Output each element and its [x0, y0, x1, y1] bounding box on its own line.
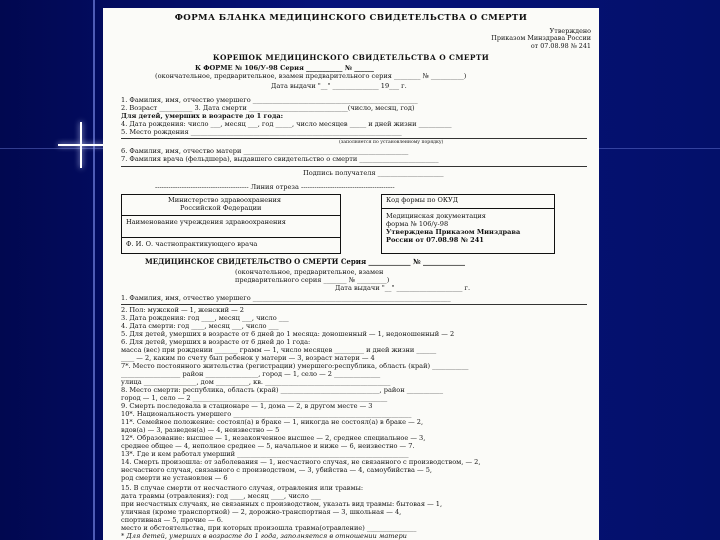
- stub-form-line: К ФОРМЕ № 106/У-98 Серия ___________ № ______: [195, 64, 374, 72]
- okud-line: форма № 106/у-98: [386, 220, 449, 228]
- certificate-item: 7*. Место постоянного жительства (регистрации) умершего:республика, область (край) ___________: [121, 362, 469, 370]
- certificate-item: __________________ район ________________, город — 1, село — 2 ______________: [121, 370, 381, 378]
- stub-item: 7. Фамилия врача (фельдшера), выдавшего свидетельство о смерти ________________________: [121, 155, 439, 163]
- stub-item: 5. Место рождения ________________________________________________________________: [121, 128, 402, 136]
- sparkle-icon: [58, 122, 104, 168]
- certificate-rule: [121, 304, 587, 305]
- form-title: ФОРМА БЛАНКА МЕДИЦИНСКОГО СВИДЕТЕЛЬСТВА О СМЕРТИ: [174, 13, 528, 23]
- certificate-item: 9. Смерть последовала в стационаре — 1, дома — 2, в другом месте — 3: [121, 402, 373, 410]
- certificate-item: среднее общее — 4, неполное среднее — 5, начальное и ниже — 6, неизвестно — 7.: [121, 442, 415, 450]
- stub-issue-date: Дата выдачи "__" ______________ 19___ г.: [271, 82, 407, 90]
- ministry-line: Российской Федерации: [180, 204, 262, 212]
- certificate-item: 8. Место смерти: республика, область (край) ______________________________, район ___________: [121, 386, 444, 394]
- certificate-item: 5. Для детей, умерших в возрасте от 6 дней до 1 месяца: доношенный — 1, недоношенный — 2: [121, 330, 455, 338]
- certificate-item: 3. Дата рождения: год ____, месяц ___, число ___: [121, 314, 289, 322]
- certificate-item: масса (вес) при рождении _______ грамм — 1, число месяцев _________ и дней жизни ______: [121, 346, 437, 354]
- okud-line: Утверждена Приказом Минздрава: [386, 228, 521, 236]
- certificate-item: 12*. Образование: высшее — 1, незаконченное высшее — 2, среднее специальное — 3,: [121, 434, 426, 442]
- certificate-item: при несчастных случаях, не связанных с производством, указать вид травмы: бытовая — 1,: [121, 500, 443, 508]
- certificate-item: 11*. Семейное положение: состоял(а) в браке — 1, никогда не состоял(а) в браке — 2,: [121, 418, 424, 426]
- certificate-type-line: предварительного серия _______ № _________): [235, 276, 390, 284]
- certificate-type-line: (окончательное, предварительное, взамен: [235, 268, 384, 276]
- okud-line: Медицинская документация: [386, 212, 486, 220]
- certificate-item: 13*. Где и кем работал умерший ____________________________________________________: [121, 450, 409, 458]
- stub-item: 2. Возраст __________ 3. Дата смерти ______________________________(число, месяц, год): [121, 104, 415, 112]
- cut-line: ------------------------------------------ Линия отреза ------------------------------------------: [155, 183, 395, 191]
- certificate-item: 1. Фамилия, имя, отчество умершего ____________________________________________________________: [121, 294, 451, 302]
- box-divider: [122, 215, 340, 216]
- certificate-item: улица ________________, дом __________, кв. ______________________________________: [121, 378, 391, 386]
- approval-line: Приказом Минздрава России: [491, 34, 591, 43]
- certificate-item: род смерти не установлен — 6: [121, 474, 228, 482]
- certificate-item: 14. Смерть произошла: от заболевания — 1, несчастного случая, не связанного с производством, — 2,: [121, 458, 481, 466]
- institution-label: Наименование учреждения здравоохранения: [126, 218, 286, 226]
- certificate-item: город — 1, село — 2 ___________________________________________________________: [121, 394, 388, 402]
- okud-line: России от 07.08.98 № 241: [386, 236, 484, 244]
- doctor-label: Ф. И. О. частнопрактикующего врача: [126, 240, 258, 248]
- okud-box: [381, 194, 555, 254]
- certificate-item: дата травмы (отравления): год ____, месяц ____, число ___: [121, 492, 321, 500]
- certificate-issue-date: Дата выдачи "__" ____________________ г.: [335, 284, 471, 292]
- stub-item: Для детей, умерших в возрасте до 1 года:: [121, 112, 284, 120]
- stub-type-line: (окончательное, предварительное, взамен предварительного серия ________ № __________): [155, 72, 467, 80]
- certificate-item: уличная (кроме транспортной) — 2, дорожно-транспортная — 3, школьная — 4,: [121, 508, 402, 516]
- box-divider: [122, 237, 340, 238]
- certificate-item: 10*. Национальность умершего ______________________________________________________: [121, 410, 412, 418]
- certificate-item: 6. Для детей, умерших в возрасте от 6 дней до 1 года:: [121, 338, 311, 346]
- okud-code-label: Код формы по ОКУД: [386, 196, 459, 204]
- stub-item: 1. Фамилия, имя, отчество умершего __________________________________________________: [121, 96, 418, 104]
- stub-rule: [121, 166, 587, 167]
- certificate-item: место и обстоятельства, при которых произошла травма(отравление) _______________: [121, 524, 417, 532]
- certificate-item: спортивная — 5, прочие — 6.: [121, 516, 224, 524]
- certificate-title: МЕДИЦИНСКОЕ СВИДЕТЕЛЬСТВО О СМЕРТИ Серия ____________ № ____________: [145, 257, 466, 266]
- approval-line: Утверждено: [549, 27, 591, 35]
- decorative-vertical-line: [93, 0, 95, 540]
- stub-small-note: (заполняется по установленному порядку): [339, 140, 444, 145]
- certificate-item: ____ — 2, каким по счету был ребенок у матери — 3, возраст матери — 4: [121, 354, 375, 362]
- certificate-item: вдов(а) — 3, разведен(а) — 4, неизвестно — 5: [121, 426, 280, 434]
- approval-stamp: [491, 28, 591, 50]
- box-divider: [382, 208, 554, 209]
- certificate-item: 4. Дата смерти: год ____, месяц ___, число ___: [121, 322, 279, 330]
- stub-item: 4. Дата рождения: число ___, месяц ___, год _____, число месяцев _____ и дней жизни __________: [121, 120, 452, 128]
- stub-signature: Подпись получателя ____________________: [303, 169, 444, 177]
- approval-line: от 07.08.98 № 241: [530, 41, 591, 50]
- document-page: [103, 8, 599, 540]
- certificate-item: 15. В случае смерти от несчастного случая, отравления или травмы:: [121, 484, 364, 492]
- ministry-line: Министерство здравоохранения: [168, 196, 282, 204]
- certificate-footnote: * Для детей, умерших в возрасте до 1 года, заполняется в отношении матери: [121, 532, 407, 540]
- certificate-item: несчастного случая, связанного с производством, — 3, убийства — 4, самоубийства — 5,: [121, 466, 433, 474]
- certificate-item: 2. Пол: мужской — 1, женский — 2: [121, 306, 244, 314]
- stub-title: КОРЕШОК МЕДИЦИНСКОГО СВИДЕТЕЛЬСТВА О СМЕРТИ: [212, 53, 490, 62]
- stub-item: 6. Фамилия, имя, отчество матери __________________________________________________: [121, 147, 409, 155]
- ministry-box: [121, 194, 341, 254]
